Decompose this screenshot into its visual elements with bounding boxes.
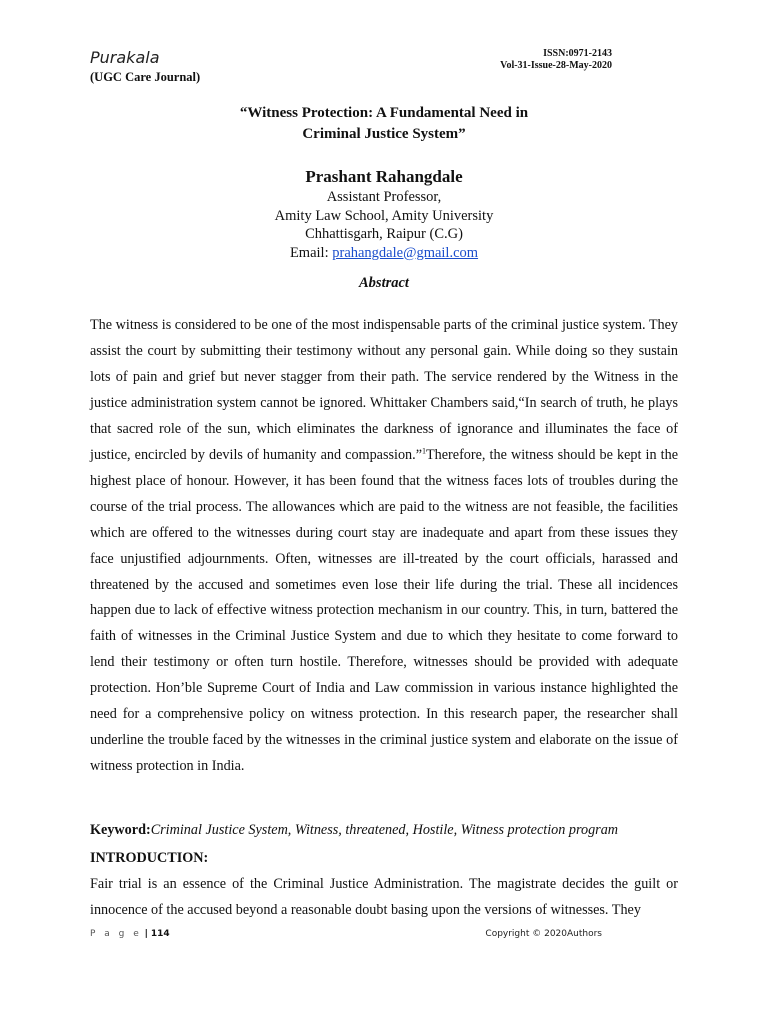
page-separator: |	[144, 929, 148, 939]
keywords-text: Criminal Justice System, Witness, threatened, Hostile, Witness protection program	[150, 822, 619, 838]
page-word: P a g e	[90, 929, 142, 939]
volume-issue: Vol-31-Issue-28-May-2020	[500, 60, 612, 71]
abstract-paragraph	[90, 313, 678, 780]
introduction-paragraph: Fair trial is an essence of the Criminal Justice Administration. The magistrate decides the guilt or innocence of the accused beyond a reasonable doubt basing upon the versions of witnesses. They	[90, 876, 678, 918]
page-number: 114	[150, 929, 170, 939]
author-name: Prashant Rahangdale	[305, 167, 463, 186]
author-email-line	[90, 244, 678, 263]
email-label: Email:	[289, 244, 333, 261]
abstract-heading: Abstract	[359, 275, 409, 291]
title-line-1: “Witness Protection: A Fundamental Need in	[239, 105, 529, 121]
footnote-marker[interactable]: 1	[422, 446, 426, 456]
issn-block	[470, 48, 612, 72]
abstract-text-part-1: The witness is considered to be one of the most indispensable parts of the criminal justice system. They assist the court by submitting their testimony without any personal gain. While doing so they sustain lots of pain and grief but never stagger from their path. The service rendered by the Witness in the justice administration system cannot be ignored. Whittaker Chambers said,“In search of truth, he plays that sacred role of the sun, which eliminates the darkness of ignorance and illuminates the face of justice, encircled by devils of humanity and compassion.”	[90, 317, 678, 463]
author-position: Assistant Professor,	[326, 189, 442, 205]
copyright-notice: Copyright © 2020Authors	[485, 929, 602, 939]
introduction-heading: INTRODUCTION:	[90, 850, 209, 866]
abstract-text-part-2: Therefore, the witness should be kept in the highest place of honour. However, it has been found that the witness faces lots of troubles during the course of the trial process. The allowances which are paid to the witness are not feasible, the facilities which are offered to the witnesses during court stay are inadequate and apart from these issues they face unjustified adjournments. Often, witnesses are ill-treated by the court officials, harassed and threatened by the accused and sometimes even lose their life during the trial. These all incidences happen due to lack of effective witness protection mechanism in our country. This, in turn, battered the faith of witnesses in the Criminal Justice System and due to which they hesitate to come forward to lend their testimony or often turn hostile. Therefore, witnesses should be provided with adequate protection. Hon’ble Supreme Court of India and Law commission in various instance highlighted the need for a comprehensive policy on witness protection. In this research paper, the researcher shall underline the trouble faced by the witnesses in the criminal justice system and elaborate on the issue of witness protection in India.	[90, 446, 679, 775]
keywords-line	[90, 820, 690, 840]
author-location: Chhattisgarh, Raipur (C.G)	[305, 226, 463, 242]
paper-title	[90, 103, 678, 145]
issn-number: ISSN:0971-2143	[543, 48, 612, 59]
journal-name: Purakala	[90, 48, 160, 67]
author-institution: Amity Law School, Amity University	[274, 207, 494, 224]
page-footer-number	[90, 929, 170, 939]
journal-subtitle: (UGC Care Journal)	[90, 70, 201, 84]
email-link[interactable]: prahangdale@gmail.com	[332, 244, 479, 261]
title-line-2: Criminal Justice System”	[302, 126, 466, 142]
author-block	[90, 166, 678, 262]
keywords-label: Keyword:	[90, 822, 151, 838]
